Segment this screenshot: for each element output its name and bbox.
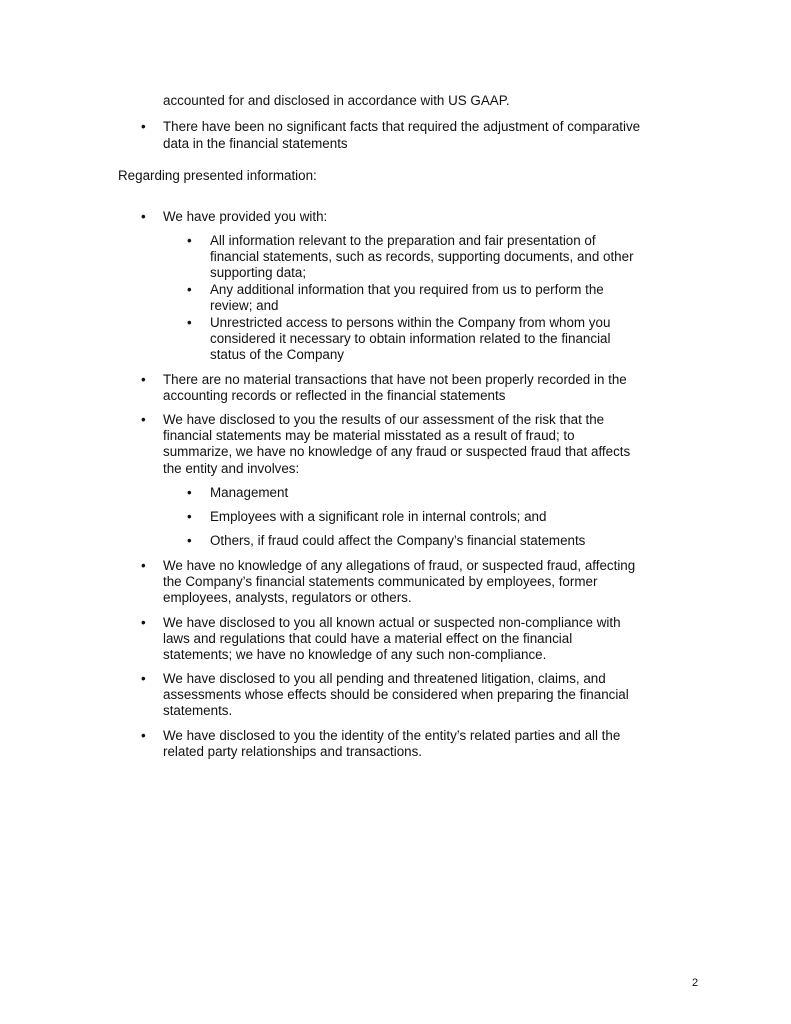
sub-list-item-line: Management	[210, 485, 289, 500]
list-item-line: We have disclosed to you the identity of the entity’s related parties and all the	[163, 728, 621, 743]
list-item-line: assessments whose effects should be considered when preparing the financial	[163, 687, 629, 702]
bullet-icon: •	[141, 119, 146, 134]
sub-list-item-line: Any additional information that you required from us to perform the	[210, 282, 604, 297]
list-item-line: financial statements may be material misstated as a result of fraud; to	[163, 428, 575, 443]
sub-list-item-line: Others, if fraud could affect the Company’s financial statements	[210, 533, 586, 548]
sub-bullet-icon: •	[187, 315, 192, 330]
sub-list-item-line: Employees with a significant role in internal controls; and	[210, 509, 547, 524]
bullet-icon: •	[141, 558, 146, 573]
list-item-line: related party relationships and transactions.	[163, 744, 423, 759]
sub-list-item-line: review; and	[210, 298, 279, 313]
list-item-line: statements; we have no knowledge of any such non-compliance.	[163, 647, 547, 662]
list-item-line: the Company’s financial statements communicated by employees, former	[163, 574, 598, 589]
bullet-icon: •	[141, 615, 146, 630]
sub-bullet-icon: •	[187, 533, 192, 548]
sub-bullet-icon: •	[187, 485, 192, 500]
list-item-line: laws and regulations that could have a material effect on the financial	[163, 631, 573, 646]
list-item-line: summarize, we have no knowledge of any fraud or suspected fraud that affects	[163, 444, 631, 459]
list-item-line: We have disclosed to you all known actual or suspected non-compliance with	[163, 615, 621, 630]
sub-bullet-icon: •	[187, 233, 192, 248]
sub-list-item-line: financial statements, such as records, supporting documents, and other	[210, 249, 634, 264]
sub-bullet-icon: •	[187, 282, 192, 297]
list-item-line: We have provided you with:	[163, 209, 328, 224]
list-item-line: We have no knowledge of any allegations of fraud, or suspected fraud, affecting	[163, 558, 636, 573]
list-item-line: statements.	[163, 703, 233, 718]
list-item-line: We have disclosed to you all pending and threatened litigation, claims, and	[163, 671, 606, 686]
list-item-line: employees, analysts, regulators or others.	[163, 590, 412, 605]
page-number: 2	[692, 977, 699, 989]
sub-bullet-icon: •	[187, 509, 192, 524]
sub-list-item-line: Unrestricted access to persons within the Company from whom you	[210, 315, 611, 330]
sub-list-item-line: supporting data;	[210, 265, 307, 280]
list-item-line: We have disclosed to you the results of our assessment of the risk that the	[163, 412, 605, 427]
list-item-line: accounting records or reflected in the financial statements	[163, 388, 506, 403]
sub-list-item-line: All information relevant to the preparation and fair presentation of	[210, 233, 596, 248]
bullet-icon: •	[141, 728, 146, 743]
section-heading: Regarding presented information:	[118, 168, 317, 183]
bullet-icon: •	[141, 209, 146, 224]
list-item-line: There have been no significant facts that required the adjustment of comparative	[163, 119, 641, 134]
bullet-icon: •	[141, 372, 146, 387]
list-item-line: There are no material transactions that have not been properly recorded in the	[163, 372, 627, 387]
bullet-icon: •	[141, 412, 146, 427]
list-item-line: data in the financial statements	[163, 136, 348, 151]
sub-list-item-line: considered it necessary to obtain information related to the financial	[210, 331, 611, 346]
bullet-icon: •	[141, 671, 146, 686]
continuation-text: accounted for and disclosed in accordance with US GAAP.	[163, 93, 510, 108]
list-item-line: the entity and involves:	[163, 461, 300, 476]
sub-list-item-line: status of the Company	[210, 347, 344, 362]
